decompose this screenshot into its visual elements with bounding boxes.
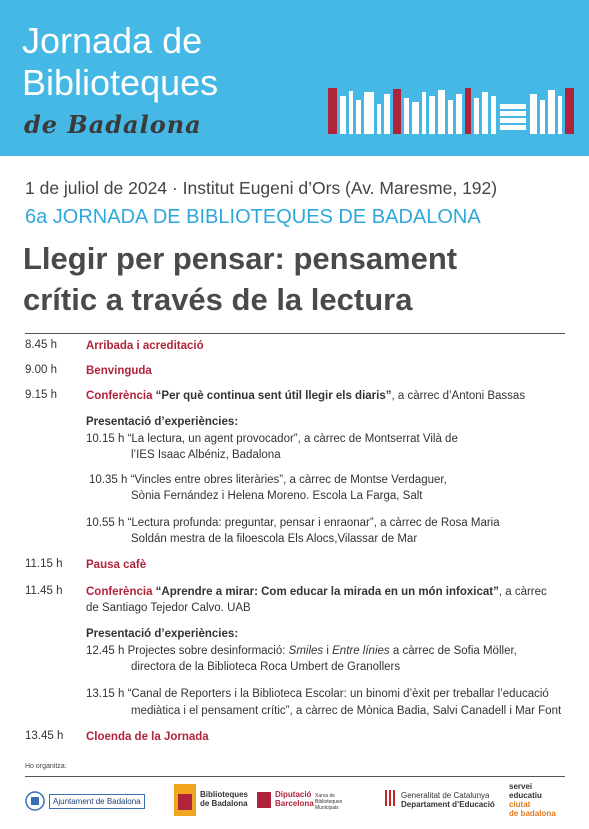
footer-rule [25, 776, 565, 777]
program-item-conference-1 [86, 388, 525, 404]
conference-title: “Aprendre a mirar: Com educar la mirada en un món infoxicat” [155, 586, 499, 598]
program-item-closing: Cloenda de la Jornada [86, 731, 209, 743]
experience-text: “La lectura, un agent provocador”, a càrrec de Montserrat Vilà de [127, 433, 458, 445]
time-6: 13.45 h [25, 730, 64, 742]
conference-label: Conferència [86, 586, 153, 598]
experience-time: 12.45 h [86, 645, 125, 657]
experience-4: 12.45 h Projectes sobre desinformació: Smiles i Entre línies a càrrec de Sofia Möller, [86, 645, 517, 657]
experience-text: “Canal de Reporters i la Biblioteca Escolar: un binomi d’èxit per treballar l’educació [127, 688, 549, 700]
header-title-line3: de Badalona [24, 110, 202, 139]
experience-4-line2: directora de la Biblioteca Roca Umbert de Granollers [131, 661, 401, 673]
experience-2 [89, 472, 447, 488]
header-title-line1: Jornada de [22, 20, 203, 61]
biblioteques-mark-icon [174, 784, 196, 816]
experience-3 [86, 515, 500, 531]
program-item-conference-2 [86, 584, 547, 600]
header-banner [0, 0, 589, 156]
experience-2-line2: Sònia Fernández i Helena Moreno. Escola La Farga, Salt [131, 490, 423, 502]
generalitat-mark-icon [384, 790, 398, 806]
logo-servei-educatiu: servei educatiu ciutat de badalona [509, 782, 556, 818]
logo-ajuntament: Ajuntament de Badalona [25, 790, 145, 814]
experiences-heading-1: Presentació d’experiències: [86, 416, 239, 428]
event-title-line2: crític a través de la lectura [23, 282, 413, 317]
time-4: 11.15 h [25, 558, 63, 570]
event-title-line1: Llegir per pensar: pensament [23, 241, 458, 276]
experience-time: 10.55 h [86, 517, 125, 529]
experience-time: 13.15 h [86, 688, 125, 700]
program-item-coffee: Pausa cafè [86, 559, 147, 571]
conference-label: Conferència [86, 390, 153, 402]
books-illustration [328, 86, 578, 136]
experience-1 [86, 431, 458, 447]
experience-time: 10.35 h [89, 474, 128, 486]
time-3: 9.15 h [25, 389, 57, 401]
logo-biblioteques: Biblioteques de Badalona [174, 784, 249, 818]
experience-3-line2: Soldán mestra de la filoescola Els Alocs,Vilassar de Mar [131, 533, 418, 545]
event-title [23, 238, 583, 320]
experience-time: 10.15 h [86, 433, 125, 445]
program-item-welcome: Benvinguda [86, 365, 152, 377]
conference-title: “Per què continua sent útil llegir els diaris” [155, 390, 392, 402]
city-crest-icon [25, 790, 45, 812]
experiences-heading-2: Presentació d’experiències: [86, 628, 239, 640]
experience-5-line2: mediàtica i el pensament crític”, a càrrec de Mònica Badia, Salvi Canadell i Mar Font [131, 705, 562, 717]
edition-heading: 6a JORNADA DE BIBLIOTEQUES DE BADALONA [25, 206, 481, 228]
header-title-line2: Biblioteques [22, 62, 219, 103]
time-1: 8.45 h [25, 339, 57, 351]
experience-text: “Vincles entre obres literàries”, a càrrec de Montse Verdaguer, [130, 474, 447, 486]
time-5: 11.45 h [25, 585, 63, 597]
organizer-label: Ho organitza: [25, 763, 67, 770]
conference-2-line2: de Santiago Tejedor Calvo. UAB [86, 602, 251, 614]
program-item-arrival: Arribada i acreditació [86, 340, 204, 352]
logo-diputacio: Diputació Barcelona Xarxa de Biblioteques Municipals [257, 790, 367, 816]
experience-5 [86, 686, 549, 702]
experience-text: “Lectura profunda: preguntar, pensar i enraonar”, a càrrec de Rosa Maria [127, 517, 500, 529]
conference-speaker: , a càrrec [498, 586, 547, 598]
experience-1-line2: l’IES Isaac Albéniz, Badalona [131, 449, 281, 461]
time-2: 9.00 h [25, 364, 57, 376]
diputacio-mark-icon [257, 792, 271, 808]
conference-speaker: , a càrrec d’Antoni Bassas [391, 390, 526, 402]
event-date-location: 1 de juliol de 2024 · Institut Eugeni d’Ors (Av. Maresme, 192) [25, 178, 498, 198]
program-top-rule [25, 333, 565, 334]
logo-generalitat: Generalitat de Catalunya Departament d’Educació [384, 790, 489, 816]
